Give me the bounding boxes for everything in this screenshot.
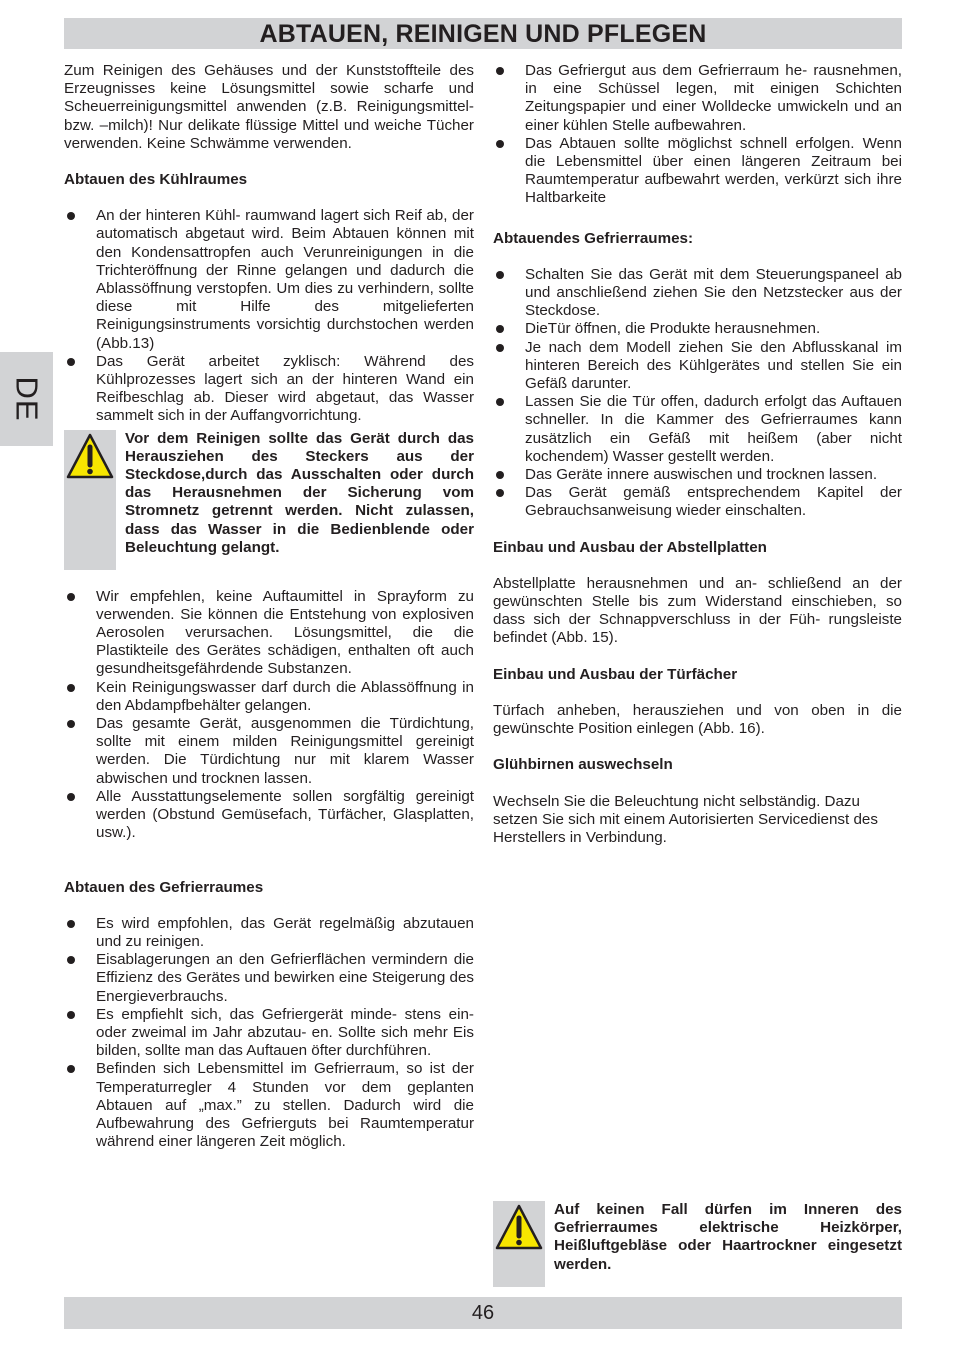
abtauendes-list: [493, 266, 902, 521]
bullet-icon: [67, 1065, 75, 1073]
bullet-icon: [67, 593, 75, 601]
section-heading-tuerfaecher: Einbau und Ausbau der Türfächer: [493, 665, 738, 683]
bullet-icon: [67, 684, 75, 692]
page-title: ABTAUEN, REINIGEN UND PFLEGEN: [259, 20, 707, 48]
bullet-icon: [67, 358, 75, 366]
bullet-icon: [496, 140, 504, 148]
abstellplatten-paragraph: Abstellplatte herausnehmen und an- schließend an der gewünschten Stelle bis zum Widerstand einschieben, so dass sich der Schnappverschluss in der Füh- rungsleiste befindet (Abb. 15).: [493, 574, 902, 647]
bullet-icon: [496, 271, 504, 279]
list-item: Je nach dem Modell ziehen Sie den Abflusskanal im hinteren Bereich des Kühlgerätes und stellen Sie ein Gefäß darunter.: [493, 339, 902, 394]
list-item: Eisablagerungen an den Gefrierflächen vermindern die Effizienz des Gerätes und bewirken eine Steigerung des Energieverbrauchs.: [64, 951, 474, 1006]
tuerfaecher-paragraph: Türfach anheben, herausziehen und von oben in die gewünschte Position einlegen (Abb. 16).: [493, 701, 902, 738]
list-item: DieTür öffnen, die Produkte herausnehmen.: [493, 320, 902, 338]
bullet-icon: [496, 344, 504, 352]
bullet-icon: [67, 212, 75, 220]
list-item: Alle Ausstattungselemente sollen sorgfältig gereinigt werden (Obstund Gemüsefach, Türfächer, Glasplatten, usw.).: [64, 788, 474, 843]
list-item: Wir empfehlen, keine Auftaumittel in Sprayform zu verwenden. Sie können die Entstehung von explosiven Aerosolen verursachen. Lösungsmittel, die die Plastikteile des Gerätes schädigen, enthalten oft auch gesundheitsgefährdende Substanzen.: [64, 588, 474, 679]
warning-box-heater: [493, 1201, 902, 1287]
list-item: An der hinteren Kühl- raumwand lagert sich Reif ab, der automatisch abgetaut wird. Beim Abtauen können mit den Kondensattropfen auch Verunreinigungen in die Trichteröffnung der Rinne gelangen und dadurch die Ablassöffnung verstopfen. Um dies zu verhindern, sollte diese mit Hilfe des mitgelieferten Reinigungsinstruments vorsichtig durchstochen werden (Abb.13): [64, 207, 474, 353]
section-heading-gefrierraum: Abtauen des Gefrierraumes: [64, 878, 264, 896]
bullet-icon: [67, 920, 75, 928]
section-heading-abtauendes: Abtauendes Gefrierraumes:: [493, 229, 694, 247]
gluehbirnen-paragraph: Wechseln Sie die Beleuchtung nicht selbständig. Dazu setzen Sie sich mit einem Autorisierten Servicedienst des Herstellers in Verbindung.: [493, 792, 878, 846]
bullet-icon: [67, 1011, 75, 1019]
section-heading-gluehbirnen: Glühbirnen auswechseln: [493, 756, 673, 774]
warning-text: Vor dem Reinigen sollte das Gerät durch das Herausziehen des Steckers aus der Steckdose,durch das Ausschalten oder durch das Herausnehmen der Sicherung vom Stromnetz getrennt werden. Nicht zulassen, dass das Wasser in die Bedienblende oder Beleuchtung gelangt.: [125, 429, 474, 556]
gefrierraum-list: [64, 915, 474, 1152]
warning-text: Auf keinen Fall dürfen im Inneren des Gefrierraumes elektrische Heizkörper, Heißluftgebläse oder Haartrockner eingesetzt werden.: [554, 1201, 902, 1273]
section-heading-abstellplatten: Einbau und Ausbau der Abstellplatten: [493, 538, 767, 556]
list-item: Es wird empfohlen, das Gerät regelmäßig abzutauen und zu reinigen.: [64, 915, 474, 951]
list-item: Das Gerät arbeitet zyklisch: Während des Kühlprozesses lagert sich an der hinteren Wand ein Reifbeschlag ab. Dieser wird abgetaut, das Wasser sammelt sich in der Auffangvorrichtung.: [64, 353, 474, 426]
bullet-icon: [496, 325, 504, 333]
list-item: Lassen Sie die Tür offen, dadurch erfolgt das Auftauen schneller. In die Kammer des Gefrierraumes kann zusätzlich ein Gefäß mit heißem (aber nicht kochendem) Wasser gestellt werden.: [493, 393, 902, 466]
intro-paragraph: Zum Reinigen des Gehäuses und der Kunststoffteile des Erzeugnisses keine Lösungsmittel sowie scharfe und Scheuerreinigungsmittel anwenden (z.B. Reinigungsmittel- bzw. –milch)! Nur delikate flüssige Mittel und weiche Tücher verwenden. Keine Schwämme verwenden.: [64, 62, 474, 152]
list-item: Es empfiehlt sich, das Gefriergerät minde- stens ein- oder zweimal im Jahr abzutau- en. Sollte sich mehr Eis bilden, sollte man das Auftauen öfter durchführen.: [64, 1006, 474, 1061]
page-number: 46: [471, 1302, 495, 1324]
warning-sidebar: [64, 430, 116, 570]
warning-icon: [65, 432, 115, 482]
gefriergut-list: [493, 62, 902, 208]
right-column: [493, 62, 902, 847]
title-bar: [64, 18, 902, 49]
footer-bar: [64, 1297, 902, 1329]
list-item: Befinden sich Lebensmittel im Gefrierraum, so ist der Temperaturregler 4 Stunden vor dem geplanten Abtauen auf „max.” zu stellen. Dadurch wird die Aufbewahrung des Gefrierguts bei Raumtemperatur während einer längeren Zeit möglich.: [64, 1060, 474, 1151]
language-tab: [0, 352, 53, 446]
left-column: [64, 62, 474, 1151]
section-heading-kuehlraum: Abtauen des Kühlraumes: [64, 171, 248, 189]
warning-box: [64, 430, 474, 570]
list-item: Schalten Sie das Gerät mit dem Steuerungspaneel ab und anschließend ziehen Sie den Netzstecker aus der Steckdose.: [493, 266, 902, 321]
kuehlraum-list: [64, 207, 474, 425]
warning-sidebar: [493, 1201, 545, 1287]
bullet-icon: [496, 67, 504, 75]
bullet-icon: [496, 471, 504, 479]
bullet-icon: [67, 720, 75, 728]
list-item: Das Gerät gemäß entsprechendem Kapitel der Gebrauchsanweisung wieder einschalten.: [493, 484, 902, 520]
list-item: Das Abtauen sollte möglichst schnell erfolgen. Wenn die Lebensmittel über einen längeren Zeitraum bei Raumtemperatur aufbewahrt werden, verkürzt sich ihre Haltbarkeite: [493, 135, 902, 208]
list-item: Kein Reinigungswasser darf durch die Ablassöffnung in den Abdampfbehälter gelangen.: [64, 679, 474, 715]
bullet-icon: [496, 489, 504, 497]
bullet-icon: [67, 793, 75, 801]
bullet-icon: [67, 956, 75, 964]
list-item: Das Geräte innere auswischen und trocknen lassen.: [493, 466, 902, 484]
list-item: Das Gefriergut aus dem Gefrierraum he- rausnehmen, in eine Schüssel legen, mit einigen Schichten Zeitungspapier und einer Wolldecke umwickeln und an einer kühlen Stelle aufbewahren.: [493, 62, 902, 135]
warning-icon: [494, 1203, 544, 1253]
general-list: [64, 588, 474, 843]
bullet-icon: [496, 398, 504, 406]
list-item: Das gesamte Gerät, ausgenommen die Türdichtung, sollte mit einem milden Reinigungsmittel gereinigt werden. Die Türdichtung nur mit klarem Wasser abwischen und trocknen lassen.: [64, 715, 474, 788]
language-tab-label: DE: [9, 376, 45, 422]
